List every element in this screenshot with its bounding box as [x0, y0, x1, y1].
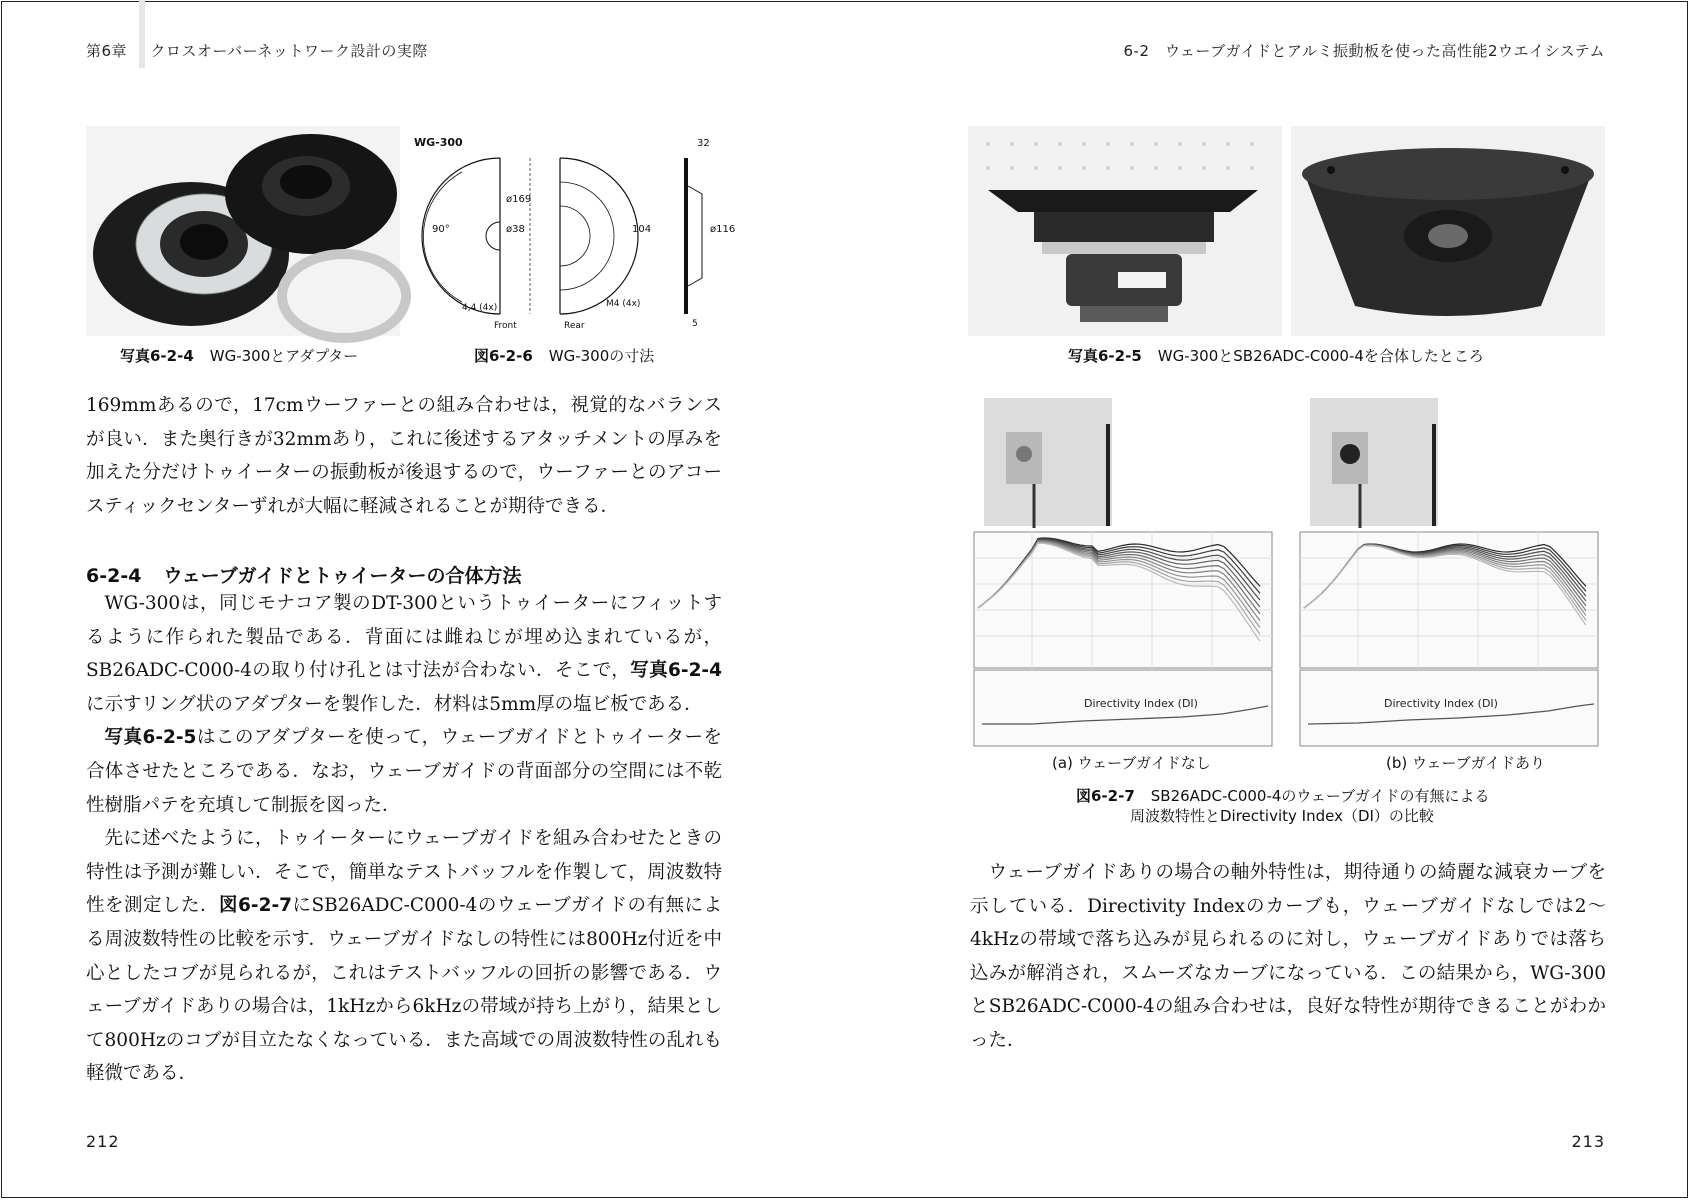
- section-number: 6-2-4: [86, 565, 142, 587]
- chart-b-di-label: Directivity Index (DI): [1384, 697, 1498, 710]
- chart-b: [1298, 398, 1600, 750]
- drawing-screws: M4 (4x): [606, 299, 641, 309]
- section-heading-6-2-4: [86, 561, 522, 588]
- drawing-rear: Rear: [564, 321, 585, 331]
- drawing-front: Front: [494, 321, 517, 331]
- section-title: ウェーブガイドとトゥイーターの合体方法: [163, 565, 522, 587]
- chart-a-di-label: Directivity Index (DI): [1084, 697, 1198, 710]
- drawing-dia-inner: ø38: [506, 224, 525, 235]
- caption-label: 図6-2-7: [1076, 787, 1135, 805]
- drawing-dia-side: ø116: [710, 224, 736, 235]
- left-para-3: 写真6-2-5はこのアダプターを使って，ウェーブガイドとトゥイーターを合体させたところである．なお，ウェーブガイドの背面部分の空間には不乾性樹脂パテを充填して制振を図った．: [86, 727, 722, 816]
- photo-combined-front: [1291, 126, 1605, 336]
- figure-caption-6-2-6: [474, 345, 654, 366]
- caption-label: 写真6-2-4: [120, 347, 194, 365]
- right-para-1: ウェーブガイドありの場合の軸外特性は，期待通りの綺麗な減衰カーブを示している．Directivity Indexのカーブも，ウェーブガイドなしでは2～4kHzの帯域で落ち込みが見られるのに対し，ウェーブガイドありでは落ち込みが解消され，スムーズなカーブになっている．この結果から，WG-300とSB26ADC-C000-4の組み合わせは，良好な特性が期待できることがわかった．: [970, 862, 1606, 1051]
- left-para-4: 先に述べたように，トゥイーターにウェーブガイドを組み合わせたときの特性は予測が難しい．そこで，簡単なテストバッフルを作製して，周波数特性を測定した．図6-2-7にSB26ADC-C000-4のウェーブガイドの有無による周波数特性の比較を示す．ウェーブガイドなしの特性には800Hz付近を中心としたコブが見られるが，これはテストバッフルの回折の影響である．ウェーブガイドありの場合は，1kHzから6kHzの帯域が持ち上がり，結果として800Hzのコブが目立たなくなっている．また高域での周波数特性の乱れも軽微である．: [86, 828, 722, 1085]
- photo-caption-6-2-5: [1068, 345, 1484, 366]
- drawing-height: 104: [632, 224, 652, 235]
- drawing-title: WG-300: [414, 136, 463, 149]
- caption-line1: SB26ADC-C000-4のウェーブガイドの有無による: [1150, 787, 1490, 805]
- caption-label: 図6-2-6: [474, 347, 533, 365]
- chapter-title: クロスオーバーネットワーク設計の実際: [150, 42, 428, 60]
- left-body-text: [86, 587, 722, 1091]
- page-number-right: 213: [1571, 1132, 1605, 1151]
- figure-caption-6-2-7-line2: 周波数特性とDirectivity Index（DI）の比較: [1130, 807, 1434, 825]
- left-para-1: 169mmあるので，17cmウーファーとの組み合わせは，視覚的なバランスが良い．また奥行きが32mmあり，これに後述するアタッチメントの厚みを加えた分だけトゥイーターの振動板が後退するので，ウーファーとのアコースティックセンターずれが大幅に軽減されることが期待できる．: [86, 395, 722, 517]
- drawing-dia-outer: ø169: [506, 194, 532, 205]
- left-para-2: WG-300は，同じモナコア製のDT-300というトゥイーターにフィットするように作られた製品である．背面には雌ねじが埋め込まれているが，SB26ADC-C000-4の取り付け孔とは寸法が合わない．そこで，写真6-2-4に示すリング状のアダプターを製作した．材料は5mm厚の塩ビ板である．: [86, 593, 722, 715]
- chapter-number: 第6章: [86, 42, 128, 60]
- drawing-thickness: 5: [692, 319, 698, 329]
- chart-a-label: (a) ウェーブガイドなし: [1052, 754, 1211, 772]
- drawing-angle: 90°: [432, 224, 450, 235]
- caption-text: WG-300とアダプター: [209, 347, 359, 365]
- chapter-header: [86, 40, 428, 61]
- drawing-depth: 32: [697, 138, 710, 149]
- photo-combined-side: [968, 126, 1282, 336]
- page-number-left: 212: [86, 1132, 120, 1151]
- caption-label: 写真6-2-5: [1068, 347, 1142, 365]
- section-header: 6-2 ウェーブガイドとアルミ振動板を使った高性能2ウエイシステム: [1123, 42, 1605, 60]
- drawing-wg300-dimensions: [410, 126, 736, 332]
- photo-wg300-adapter: [86, 126, 400, 336]
- drawing-holes: 4,4 (4x): [462, 303, 498, 313]
- caption-text: WG-300の寸法: [548, 347, 655, 365]
- figure-caption-6-2-7: [1076, 785, 1489, 806]
- right-body-text: [970, 856, 1606, 1058]
- photo-caption-6-2-4: [120, 345, 358, 366]
- caption-text: WG-300とSB26ADC-C000-4を合体したところ: [1157, 347, 1484, 365]
- chart-b-label: (b) ウェーブガイドあり: [1386, 754, 1546, 772]
- chart-a: [972, 398, 1274, 750]
